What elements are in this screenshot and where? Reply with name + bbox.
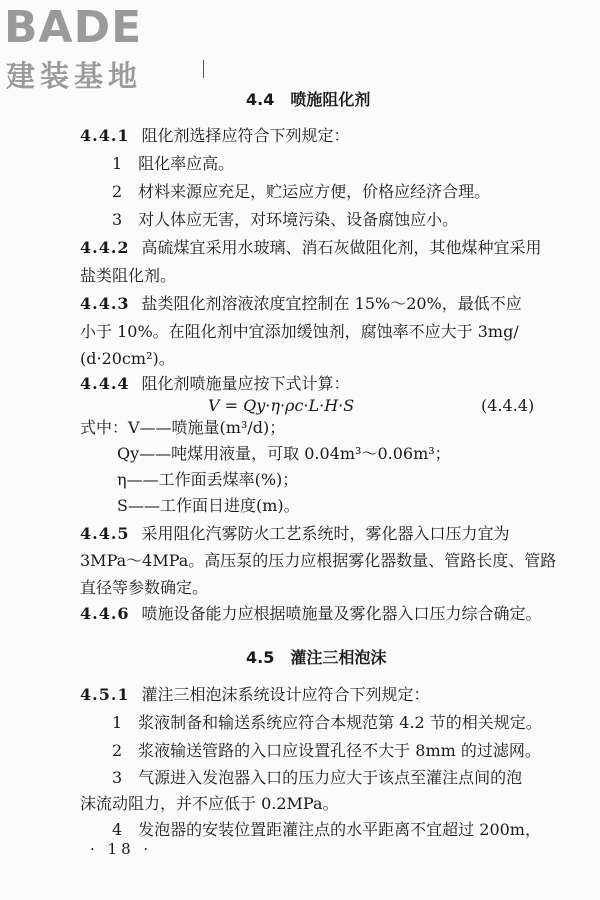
clause-4-4-5 — [80, 522, 510, 546]
clause-text: 高硫煤宜采用水玻璃、消石灰做阻化剂，其他煤种宜采用 — [141, 238, 542, 257]
clause-4-4-6 — [80, 602, 542, 626]
clause-4-4-2 — [80, 236, 542, 260]
clause-text-continued: (d·20cm²)。 — [80, 349, 175, 368]
list-item-continued: 沫流动阻力，并不应低于 0.2MPa。 — [80, 794, 339, 813]
clause-number: 4.4.1 — [80, 126, 130, 145]
logo-wordmark: BADE — [4, 2, 143, 53]
clause-4-4-4 — [80, 372, 350, 396]
clause-text: 盐类阻化剂溶液浓度宜控制在 15%～20%，最低不应 — [141, 294, 522, 313]
clause-number: 4.4.4 — [80, 374, 130, 393]
clause-text: 喷施设备能力应根据喷施量及雾化器入口压力综合确定。 — [141, 604, 542, 623]
list-item: 1 阻化率应高。 — [112, 154, 235, 173]
variable-definition: S——工作面日进度(m)。 — [117, 496, 300, 515]
variable-definition: 式中：V——喷施量(m³/d)； — [80, 418, 286, 437]
clause-text-continued: 3MPa～4MPa。高压泵的压力应根据雾化器数量、管路长度、管路 — [80, 551, 557, 570]
clause-4-5-1 — [80, 683, 430, 707]
list-item: 2 浆液输送管路的入口应设置孔径不大于 8mm 的过滤网。 — [112, 741, 541, 760]
clause-number: 4.4.6 — [80, 604, 130, 623]
variable-definition: Qy——吨煤用液量，可取 0.04m³～0.06m³； — [117, 444, 451, 463]
clause-number: 4.4.5 — [80, 524, 130, 543]
clause-4-4-3 — [80, 292, 522, 316]
clause-text-continued: 直径等参数确定。 — [80, 578, 209, 597]
section-heading-4-4: 4.4 喷施阻化剂 — [246, 90, 371, 109]
list-item: 3 气源进入发泡器入口的压力应大于该点至灌注点间的泡 — [112, 768, 523, 787]
list-item: 4 发泡器的安装位置距灌注点的水平距离不宜超过 200m， — [112, 820, 541, 839]
clause-text: 采用阻化汽雾防火工艺系统时，雾化器入口压力宜为 — [141, 524, 510, 543]
section-heading-4-5: 4.5 灌注三相泡沫 — [246, 648, 387, 667]
clause-text-continued: 盐类阻化剂。 — [80, 266, 177, 285]
list-item: 2 材料来源应充足，贮运应方便，价格应经济合理。 — [112, 182, 491, 201]
clause-text-continued: 小于 10%。在阻化剂中宜添加缓蚀剂，腐蚀率不应大于 3mg/ — [80, 322, 519, 341]
formula: V = Qy·η·ρc·L·H·S — [208, 396, 355, 415]
clause-text: 阻化剂选择应符合下列规定： — [141, 126, 350, 145]
list-item: 3 对人体应无害，对环境污染、设备腐蚀应小。 — [112, 210, 459, 229]
variable-definition: η——工作面丢煤率(%)； — [117, 470, 299, 489]
clause-4-4-1 — [80, 124, 350, 148]
clause-number: 4.5.1 — [80, 685, 130, 704]
clause-text: 阻化剂喷施量应按下式计算： — [141, 374, 350, 393]
clause-number: 4.4.2 — [80, 238, 130, 257]
clause-number: 4.4.3 — [80, 294, 130, 313]
formula-number: (4.4.4) — [481, 396, 535, 415]
logo-subtitle: 建装基地 — [6, 59, 143, 93]
page-number: · 18 · — [90, 840, 153, 858]
list-item: 1 浆液制备和输送系统应符合本规范第 4.2 节的相关规定。 — [112, 713, 542, 732]
clause-text: 灌注三相泡沫系统设计应符合下列规定： — [141, 685, 430, 704]
